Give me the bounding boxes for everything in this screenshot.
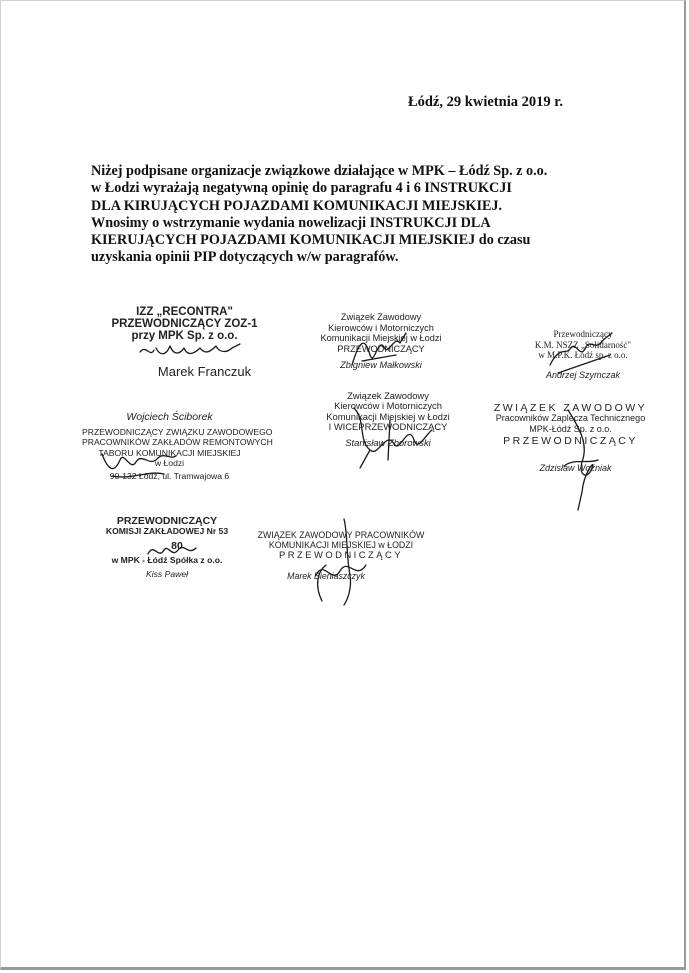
statement-line: Wnosimy o wstrzymanie wydania nowelizacji INSTRUKCJI DLA — [91, 214, 491, 231]
stamp-name: Kiss Paweł — [145, 568, 189, 579]
stamp-line: w Łodzi — [154, 457, 185, 468]
stamp-line: Kierowców i Motorniczych — [328, 322, 434, 333]
stamp-line: IZZ „RECONTRA" — [136, 306, 233, 318]
stamp-line: 90-132 Łódź, ul. Tramwajowa 6 — [109, 471, 230, 482]
stamp-line: KOMISJI ZAKŁADOWEJ Nr 53 — [105, 526, 229, 537]
stamp-line: TABORU KOMUNIKACJI MIEJSKIEJ — [98, 447, 241, 458]
signature-franczuk — [136, 340, 246, 364]
stamp-name: Stanisław Zborowski — [345, 436, 431, 448]
stamp-line: Przewodniczący — [553, 329, 613, 339]
stamp-name: Zbigniew Małkowski — [340, 360, 422, 371]
stamp-line: 80 — [171, 539, 183, 552]
stamp-line: K.M. NSZZ „Solidarność" — [534, 339, 632, 350]
signature-sciborek — [92, 440, 182, 486]
stamp-line: ZWIĄZEK ZAWODOWY PRACOWNIKÓW — [257, 530, 425, 540]
stamp-name: Marek Franczuk — [157, 364, 252, 379]
stamp-line: PRZEWODNICZĄCY — [278, 549, 404, 561]
stamp-name: Andrzej Szymczak — [545, 369, 621, 380]
stamp-line: PRZEWODNICZĄCY — [503, 435, 638, 448]
stamp-line: Związek Zawodowy — [340, 312, 422, 322]
stamp-line: w MPK - Łódź Spółka z o.o. — [111, 555, 223, 566]
stamp-line: Komunikacji Miejskiej w Łodzi — [320, 333, 442, 344]
stamp-line: I WICEPRZEWODNICZĄCY — [328, 421, 448, 433]
signature-zborowski — [330, 400, 450, 472]
signature-szymczak — [540, 325, 630, 377]
statement-paragraph — [91, 163, 591, 267]
stamp-name: Wojciech Ściborek — [126, 411, 213, 423]
stamp-name: Zdzisław Woźniak — [539, 462, 612, 473]
stamp-line: PRZEWODNICZĄCY — [337, 343, 425, 354]
stamp-line: Komunikacji Miejskiej w Łodzi — [326, 410, 450, 422]
stamp-line: przy MPK Sp. z o.o. — [131, 330, 238, 342]
stamp-line: w M.P.K. Łódź sp. z o.o. — [538, 350, 628, 360]
stamp-line: PRACOWNIKÓW ZAKŁADÓW REMONTOWYCH — [82, 437, 273, 448]
stamp-line: PRZEWODNICZĄCY — [116, 515, 218, 527]
statement-line: w Łodzi wyrażają negatywną opinię do paragrafu 4 i 6 INSTRUKCJI — [91, 180, 512, 197]
stamp-line: Pracowników Zaplecza Technicznego — [495, 413, 646, 424]
stamp-line: KOMUNIKACJI MIEJSKIEJ w ŁODZI — [268, 540, 414, 551]
stamp-line: PRZEWODNICZĄCY ZOZ-1 — [111, 318, 258, 330]
statement-line: Niżej podpisane organizacje związkowe działające w MPK – Łódź Sp. z o.o. — [91, 163, 548, 179]
signature-kiss — [144, 538, 204, 564]
statement-line: DLA KIRUJĄCYCH POJAZDAMI KOMUNIKACJI MIEJSKIEJ. — [91, 197, 503, 214]
signature-malkowski — [344, 325, 414, 371]
signature-bieniaszczyk — [304, 515, 384, 607]
statement-line: uzyskania opinii PIP dotyczących w/w paragrafów. — [91, 249, 399, 266]
stamp-line: Związek Zawodowy — [347, 390, 429, 401]
stamp-line: ZWIĄZEK ZAWODOWY — [493, 402, 648, 414]
stamp-line: PRZEWODNICZĄCY ZWIĄZKU ZAWODOWEGO — [82, 427, 273, 438]
stamp-line: Kierowców i Motorniczych — [334, 400, 442, 412]
stamp-line: MPK-Łódź Sp. z o.o. — [529, 423, 612, 434]
signature-wozniak — [548, 402, 608, 514]
statement-line: KIERUJĄCYCH POJAZDAMI KOMUNIKACJI MIEJSKIEJ do czasu — [91, 232, 531, 249]
stamp-name: Marek Bieniaszczyk — [287, 570, 365, 581]
document-date: Łódź, 29 kwietnia 2019 r. — [408, 94, 563, 110]
